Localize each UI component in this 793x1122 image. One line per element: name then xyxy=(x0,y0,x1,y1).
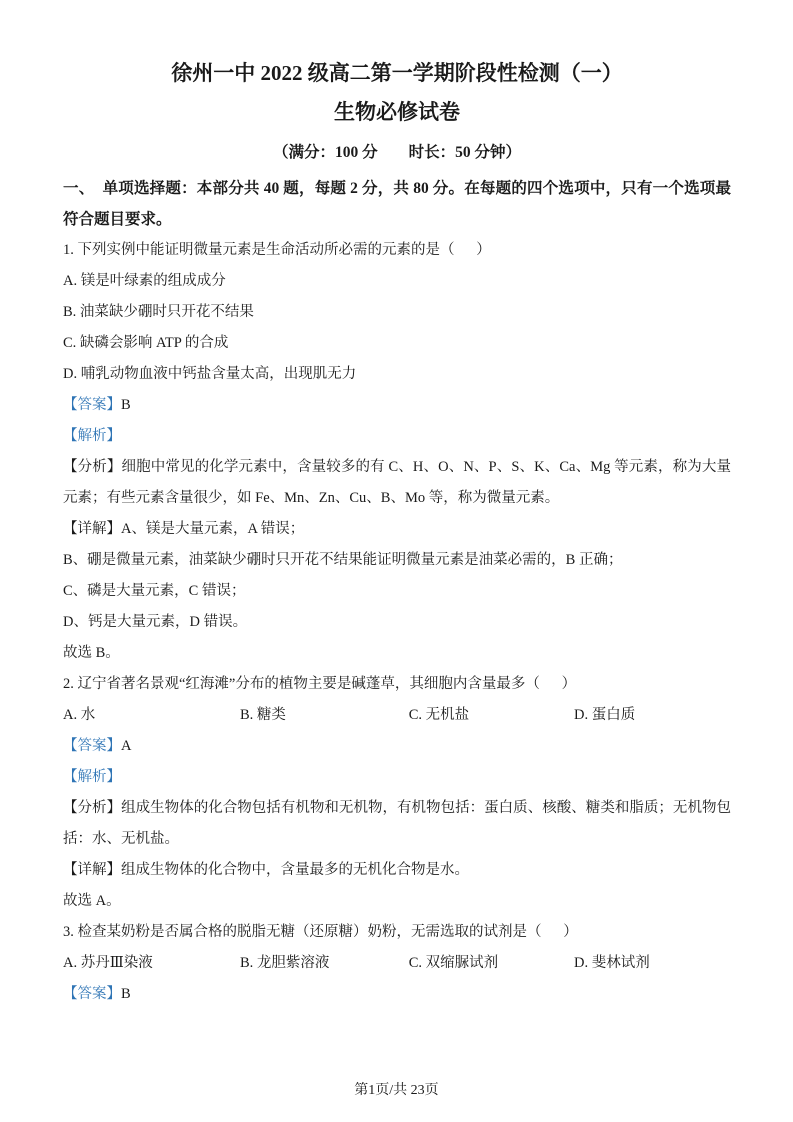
question-2-answer-value: A xyxy=(121,737,132,754)
question-2-option-c: C. 无机盐 xyxy=(408,706,470,723)
question-3-option-c: C. 双缩脲试剂 xyxy=(408,954,499,971)
question-2-detail-1: 【详解】组成生物体的化合物中，含量最多的无机化合物是水。 xyxy=(63,861,469,878)
question-1-detail-4: D、钙是大量元素，D 错误。 xyxy=(63,613,248,630)
answer-label: 【答案】 xyxy=(63,985,121,1002)
question-1-answer-value: B xyxy=(121,396,131,413)
question-1-stem: 1. 下列实例中能证明微量元素是生命活动所必需的元素的是（ ） xyxy=(63,241,491,258)
question-1-conclusion: 故选 B。 xyxy=(63,644,120,661)
section-heading: 一、 单项选择题：本部分共 40 题，每题 2 分，共 80 分。在每题的四个选项中，只有一个选项最符合题目要求。 xyxy=(63,179,731,228)
exam-title: 徐州一中 2022 级高二第一学期阶段性检测（一） xyxy=(171,61,623,85)
question-3-option-d: D. 斐林试剂 xyxy=(574,954,650,971)
answer-label: 【答案】 xyxy=(63,737,121,754)
question-3-stem: 3. 检查某奶粉是否属合格的脱脂无糖（还原糖）奶粉，无需选取的试剂是（ ） xyxy=(63,923,578,940)
question-2-explanation-label: 【解析】 xyxy=(63,768,121,785)
question-2-option-d: D. 蛋白质 xyxy=(574,706,636,723)
question-1-detail-2: B、硼是微量元素，油菜缺少硼时只开花不结果能证明微量元素是油菜必需的，B 正确； xyxy=(63,551,623,568)
question-2-option-b: B. 糖类 xyxy=(240,706,286,723)
question-1-detail-1: 【详解】A、镁是大量元素，A 错误； xyxy=(63,520,305,537)
question-1-analysis: 【分析】细胞中常见的化学元素中，含量较多的有 C、H、O、N、P、S、K、Ca、Mg 等元素，称为大量元素；有些元素含量很少，如 Fe、Mn、Zn、Cu、B、Mo 等，称为微量元素。 xyxy=(63,458,731,506)
question-1-option-b: B. 油菜缺少硼时只开花不结果 xyxy=(63,303,254,320)
question-2-conclusion: 故选 A。 xyxy=(63,892,121,909)
question-3-options-row xyxy=(63,948,731,979)
page-footer: 第1页/共 23页 xyxy=(354,1082,439,1098)
question-1-explanation-label: 【解析】 xyxy=(63,427,121,444)
question-1-option-c: C. 缺磷会影响 ATP 的合成 xyxy=(63,334,229,351)
question-1-option-a: A. 镁是叶绿素的组成成分 xyxy=(63,272,226,289)
question-1-option-d: D. 哺乳动物血液中钙盐含量太高，出现肌无力 xyxy=(63,365,357,382)
answer-label: 【答案】 xyxy=(63,396,121,413)
question-2-analysis: 【分析】组成生物体的化合物包括有机物和无机物，有机物包括：蛋白质、核酸、糖类和脂质；无机物包括：水、无机盐。 xyxy=(63,799,731,847)
question-2-options-row xyxy=(63,700,731,731)
question-1-detail-3: C、磷是大量元素，C 错误； xyxy=(63,582,246,599)
exam-subtitle: 生物必修试卷 xyxy=(334,100,460,125)
question-2-stem: 2. 辽宁省著名景观“红海滩”分布的植物主要是碱蓬草，其细胞内含量最多（ ） xyxy=(63,675,577,692)
question-3-option-a: A. 苏丹Ⅲ染液 xyxy=(63,954,153,971)
question-1-answer-line xyxy=(63,390,731,421)
question-2-option-a: A. 水 xyxy=(63,706,96,723)
exam-meta: （满分：100 分 时长：50 分钟） xyxy=(272,143,521,161)
question-2-answer-line xyxy=(63,731,731,762)
question-3-answer-value: B xyxy=(121,985,131,1002)
question-3-option-b: B. 龙胆紫溶液 xyxy=(240,954,330,971)
question-3-answer-line xyxy=(63,979,731,1010)
